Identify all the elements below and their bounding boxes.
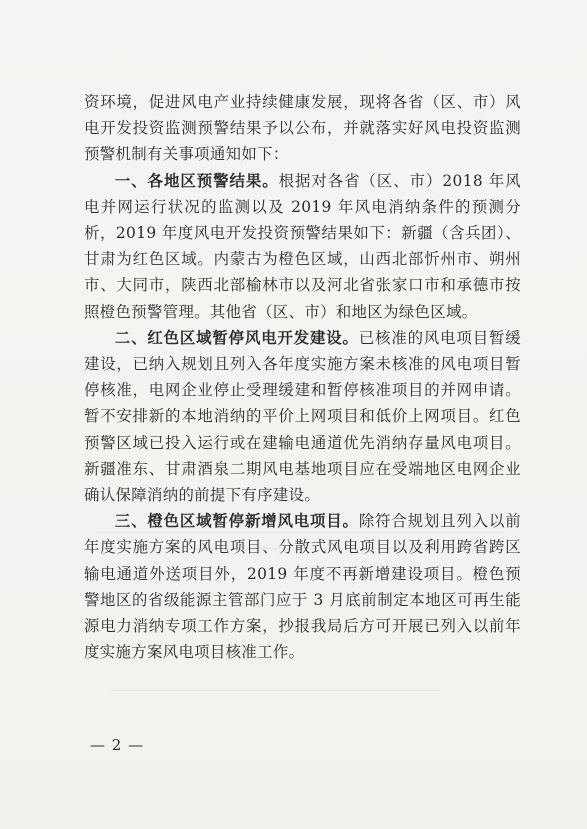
paragraph-intro <box>84 89 521 168</box>
document-body <box>84 89 521 665</box>
paragraph-text: 除符合规划且列入以前年度实施方案的风电项目、分散式风电项目以及利用跨省跨区输电通道外送项目外，2019 年度不再新增建设项目。橙色预警地区的省级能源主管部门应于 3 月底前制定本地区可再生能源电力消纳专项工作方案，抄报我局后方可开展已列入以前年度实施方案风电项目核准工作。 <box>84 512 521 662</box>
section-heading: 三、橙色区域暂停新增风电项目。 <box>114 512 359 531</box>
page-number: — 2 — <box>90 736 145 754</box>
section-heading: 二、红色区域暂停风电开发建设。 <box>114 328 359 347</box>
paragraph-text: 已核准的风电项目暂缓建设，已纳入规划且列入各年度实施方案未核准的风电项目暂停核准，电网企业停止受理缓建和暂停核准项目的并网申请。暂不安排新的本地消纳的平价上网项目和低价上网项目。红色预警区域已投入运行或在建输电通道优先消纳存量风电项目。新疆准东、甘肃酒泉二期风电基地项目应在受端地区电网企业确认保障消纳的前提下有序建设。 <box>84 328 521 505</box>
paragraph-text: 资环境，促进风电产业持续健康发展，现将各省（区、市）风电开发投资监测预警结果予以公布，并就落实好风电投资监测预警机制有关事项通知如下： <box>84 93 521 164</box>
paragraph-warning-results <box>84 168 521 325</box>
paragraph-text: 根据对各省（区、市）2018 年风电并网运行状况的监测以及 2019 年风电消纳条件的预测分析，2019 年度风电开发投资预警结果如下：新疆（含兵团）、甘肃为红色区域。内蒙古为橙色区域，山西北部忻州市、朔州市、大同市，陕西北部榆林市以及河北省张家口市和承德市按照橙色预警管理。其他省（区、市）和地区为绿色区域。 <box>84 171 521 321</box>
section-heading: 一、各地区预警结果。 <box>114 171 279 190</box>
bleed-through-line <box>110 690 440 691</box>
paragraph-orange-zone <box>84 508 521 665</box>
paragraph-red-zone <box>84 325 521 508</box>
